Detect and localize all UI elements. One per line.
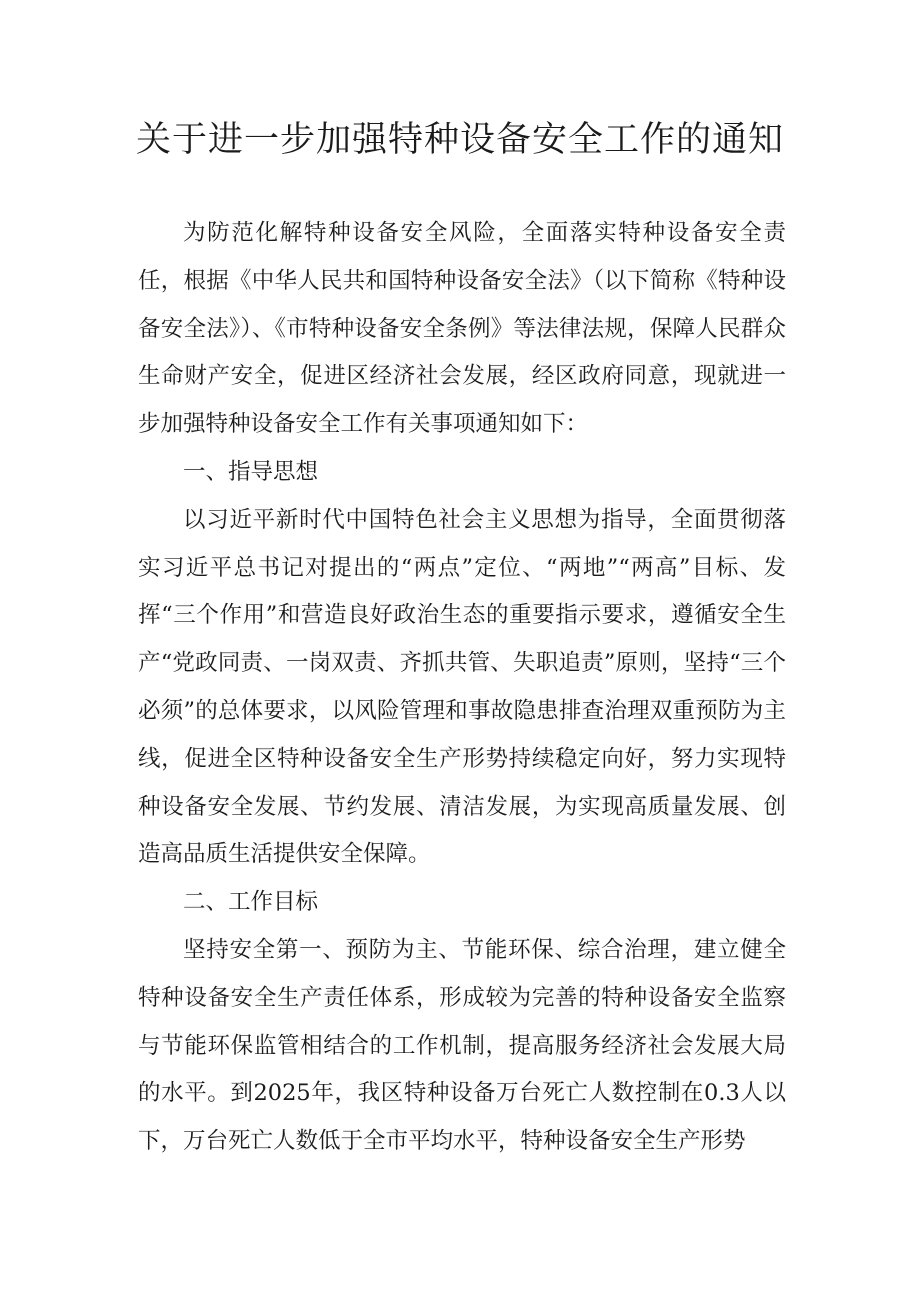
intro-paragraph: 为防范化解特种设备安全风险，全面落实特种设备安全责任，根据《中华人民共和国特种设备安全法》（以下简称《特种设备安全法》）、《市特种设备安全条例》等法律法规，保障人民群众生命财产安全，促进区经济社会发展，经区政府同意，现就进一步加强特种设备安全工作有关事项通知如下： xyxy=(138,220,786,438)
document-body xyxy=(138,210,786,1166)
guiding-ideology-paragraph: 以习近平新时代中国特色社会主义思想为指导，全面贯彻落实习近平总书记对提出的“两点”定位、“两地”“两高”目标、发挥“三个作用”和营造良好政治生态的重要指示要求，遵循安全生产“党政同责、一岗双责、齐抓共管、失职追责”原则，坚持“三个必须”的总体要求，以风险管理和事故隐患排查治理双重预防为主线，促进全区特种设备安全生产形势持续稳定向好，努力实现特种设备安全发展、节约发展、清洁发展，为实现高质量发展、创造高品质生活提供安全保障。 xyxy=(138,506,786,868)
section-heading-guiding-ideology: 一、指导思想 xyxy=(183,458,319,485)
work-goals-paragraph: 坚持安全第一、预防为主、节能环保、综合治理，建立健全特种设备安全生产责任体系，形成较为完善的特种设备安全监察与节能环保监管相结合的工作机制，提高服务经济社会发展大局的水平。到2025年，我区特种设备万台死亡人数控制在0.3人以下，万台死亡人数低于全市平均水平，特种设备安全生产形势 xyxy=(138,936,786,1155)
document-title: 关于进一步加强特种设备安全工作的通知 xyxy=(135,120,784,160)
section-heading-work-goals: 二、工作目标 xyxy=(183,889,319,916)
